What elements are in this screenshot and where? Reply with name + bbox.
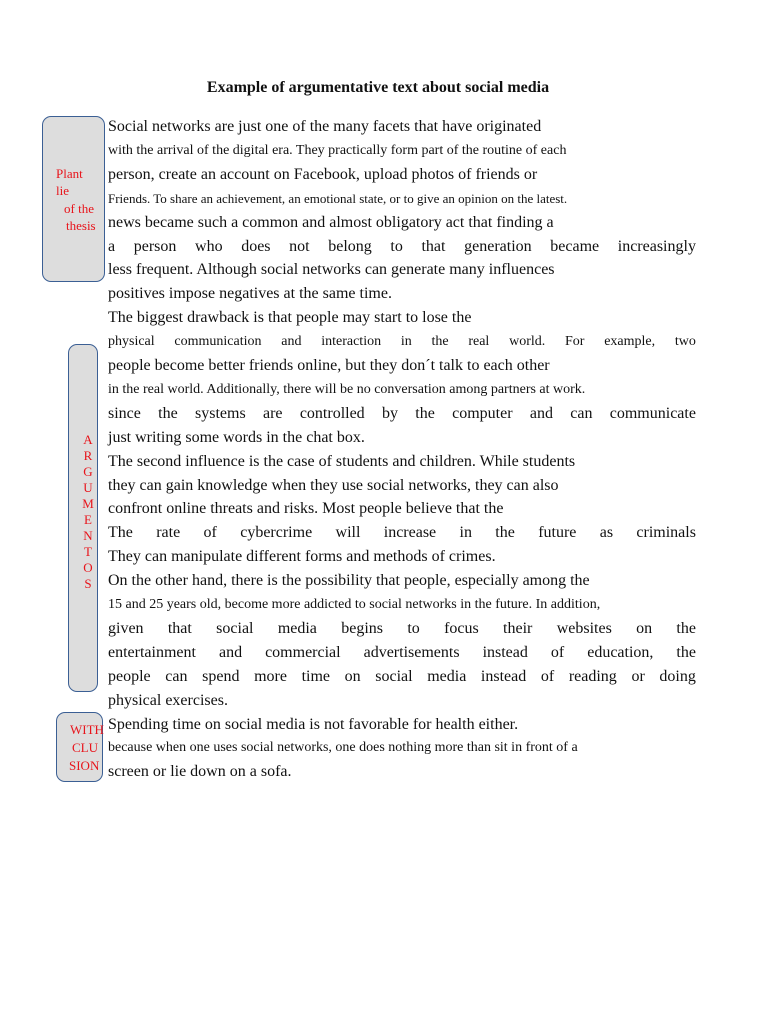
text-word: begins: [341, 619, 383, 637]
text-line: 15 and 25 years old, become more addicted to social networks in the future. In addition,: [108, 597, 601, 612]
text-line: they can gain knowledge when they use social networks, they can also: [108, 476, 559, 494]
conclusion-label-line: CLU: [72, 740, 98, 755]
text-word: on: [344, 667, 361, 685]
text-line: positives impose negatives at the same time.: [108, 285, 392, 303]
text-word: as: [599, 524, 614, 542]
text-word: criminals: [636, 524, 696, 542]
text-word: the: [676, 643, 696, 661]
arguments-letter: N: [83, 528, 93, 543]
text-word: belong: [328, 237, 372, 255]
text-line: in the real world. Additionally, there will be no conversation among partners at work.: [108, 381, 586, 397]
text-line: because when one uses social networks, one does nothing more than sit in front of a: [108, 740, 578, 756]
text-word: will: [335, 524, 361, 542]
text-word: people: [108, 667, 151, 685]
text-line: physical exercises.: [108, 691, 228, 709]
text-line: The biggest drawback is that people may start to lose the: [108, 309, 472, 327]
text-word: computer: [452, 404, 513, 422]
thesis-label-line: Plant: [56, 166, 83, 181]
text-word: that: [167, 619, 192, 637]
text-word: future: [538, 524, 577, 542]
text-word: two: [674, 334, 696, 350]
thesis-label-line: of the: [64, 201, 94, 216]
text-word: For: [565, 334, 585, 350]
arguments-letter: R: [83, 448, 93, 463]
text-word: spend: [202, 667, 240, 685]
text-line: people become better friends online, but they don´t talk to each other: [108, 357, 550, 374]
text-word: example,: [604, 334, 656, 350]
text-word: social: [216, 619, 254, 637]
text-word: the: [676, 619, 696, 637]
text-word: who: [195, 237, 223, 255]
arguments-letter: T: [84, 544, 92, 559]
conclusion-label-line: WITH: [70, 722, 104, 737]
page-title: Example of argumentative text about social media: [206, 79, 550, 96]
text-word: physical: [108, 334, 155, 350]
text-word: the: [431, 334, 449, 350]
text-word: more: [254, 667, 287, 685]
text-word: in: [459, 524, 472, 542]
arguments-letter: O: [83, 560, 93, 575]
text-word: are: [262, 404, 283, 422]
text-word: systems: [195, 404, 246, 422]
text-word: the: [158, 404, 178, 422]
text-word: person: [133, 237, 177, 255]
text-line: person, create an account on Facebook, upload photos of friends or: [108, 165, 538, 183]
text-word: communicate: [609, 404, 696, 422]
text-word: focus: [444, 619, 479, 637]
text-word: and: [281, 334, 302, 350]
text-line: less frequent. Although social networks can generate many influences: [108, 261, 555, 279]
text-word: real: [468, 334, 490, 350]
text-word: increase: [383, 524, 437, 542]
text-word: instead: [482, 643, 528, 661]
text-word: or: [631, 667, 645, 685]
arguments-letter: M: [82, 496, 94, 511]
text-line: [108, 332, 696, 352]
text-word: to: [390, 237, 403, 255]
text-word: their: [503, 619, 533, 637]
text-word: given: [108, 619, 144, 637]
text-line: [108, 619, 696, 639]
text-line: Friends. To share an achievement, an emotional state, or to give an opinion on the latest.: [108, 190, 568, 206]
text-line: with the arrival of the digital era. They practically form part of the routine of each: [108, 142, 567, 158]
arguments-letter: U: [83, 480, 93, 495]
text-word: can: [165, 667, 188, 685]
text-word: controlled: [299, 404, 365, 422]
text-word: rate: [156, 524, 181, 542]
text-line: On the other hand, there is the possibility that people, especially among the: [108, 572, 590, 590]
text-word: The: [108, 524, 133, 542]
text-word: cybercrime: [240, 524, 313, 542]
text-word: advertisements: [363, 643, 460, 661]
text-word: commercial: [265, 643, 341, 661]
text-word: of: [550, 643, 565, 661]
arguments-letter: G: [83, 464, 93, 479]
text-word: social: [375, 667, 413, 685]
text-word: instead: [480, 667, 527, 685]
text-line: They can manipulate different forms and methods of crimes.: [108, 548, 496, 566]
text-word: became: [550, 237, 600, 255]
text-word: media: [427, 667, 467, 685]
text-line: [108, 643, 696, 663]
conclusion-label-line: SION: [69, 758, 100, 773]
text-word: generation: [464, 237, 532, 255]
text-word: communication: [174, 334, 262, 350]
text-word: entertainment: [108, 643, 196, 661]
text-word: that: [421, 237, 446, 255]
text-word: doing: [659, 667, 696, 685]
text-line: [108, 523, 696, 543]
text-word: does: [241, 237, 271, 255]
text-line: [108, 237, 696, 257]
thesis-label-line: thesis: [66, 218, 96, 233]
text-line: news became such a common and almost obligatory act that finding a: [108, 213, 554, 231]
text-word: of: [540, 667, 555, 685]
text-word: and: [529, 404, 553, 422]
text-line: just writing some words in the chat box.: [108, 428, 365, 446]
text-word: time: [301, 667, 330, 685]
text-word: the: [415, 404, 435, 422]
text-word: of: [203, 524, 217, 542]
text-line: Spending time on social media is not favorable for health either.: [108, 715, 519, 733]
text-word: reading: [568, 667, 617, 685]
text-word: by: [381, 404, 398, 422]
text-word: to: [407, 619, 420, 637]
text-word: on: [636, 619, 653, 637]
text-word: media: [277, 619, 317, 637]
text-line: confront online threats and risks. Most people believe that the: [108, 500, 504, 518]
text-word: education,: [587, 643, 654, 661]
thesis-box: [42, 116, 105, 282]
arguments-letter: A: [83, 432, 93, 447]
text-line: [108, 404, 696, 424]
text-word: since: [108, 404, 141, 422]
text-line: [108, 667, 696, 687]
text-line: Social networks are just one of the many facets that have originated: [108, 118, 542, 135]
text-word: the: [495, 524, 515, 542]
arguments-letter: E: [84, 512, 92, 527]
text-word: and: [218, 643, 243, 661]
text-word: world.: [509, 334, 546, 350]
text-word: interaction: [321, 334, 382, 350]
text-word: increasingly: [617, 237, 696, 255]
text-word: not: [289, 237, 310, 255]
text-word: can: [570, 404, 593, 422]
text-word: a: [108, 237, 116, 255]
thesis-label-line: lie: [56, 183, 69, 198]
text-line: The second influence is the case of students and children. While students: [108, 452, 576, 470]
text-word: websites: [556, 619, 612, 637]
arguments-letter: S: [84, 576, 92, 591]
text-word: in: [400, 334, 412, 350]
text-line: screen or lie down on a sofa.: [108, 763, 292, 781]
